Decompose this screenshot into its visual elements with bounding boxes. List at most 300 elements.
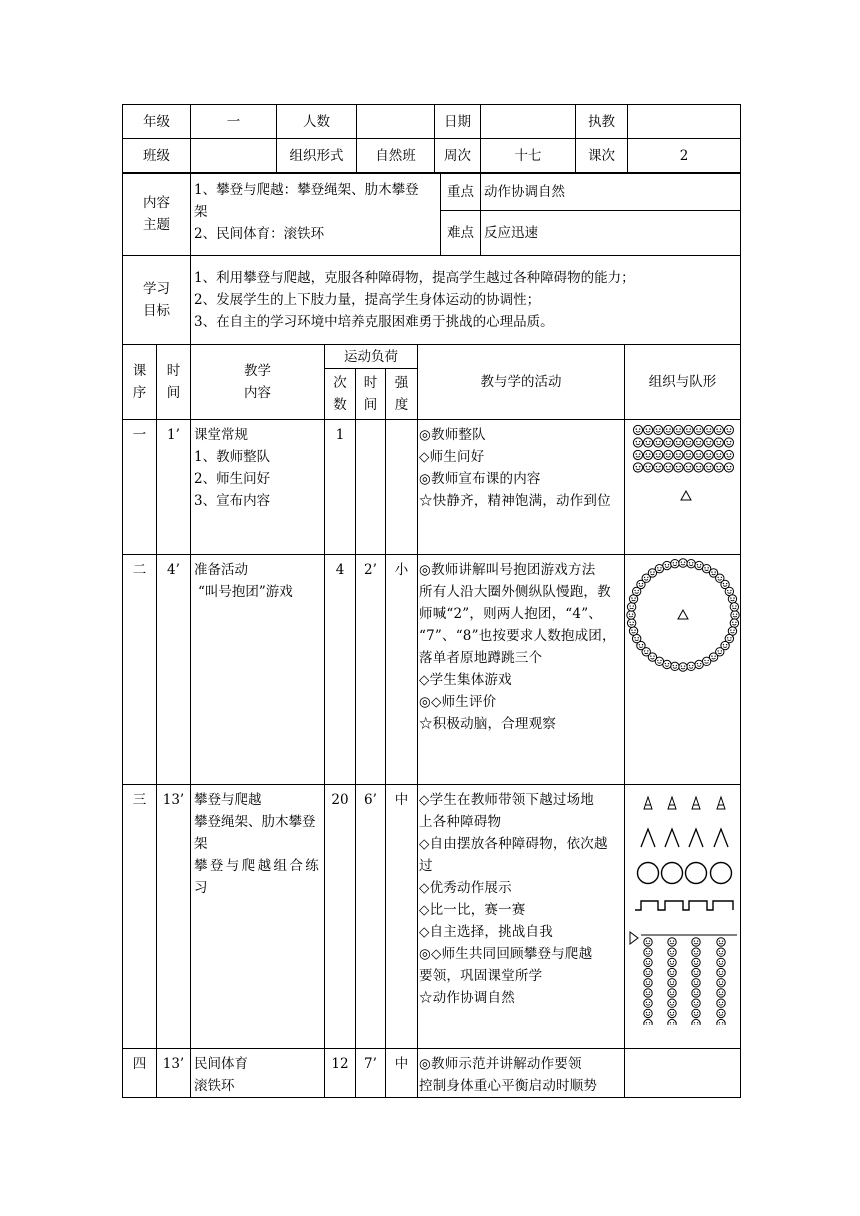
content-label-2: 主题 xyxy=(143,217,170,233)
section-activities xyxy=(418,420,625,555)
student-icon xyxy=(668,1009,676,1017)
student-eye xyxy=(706,428,707,429)
student-eye xyxy=(684,561,685,562)
student-head xyxy=(633,425,642,434)
teacher-value xyxy=(628,105,741,139)
student-eye xyxy=(720,453,721,454)
student-eye xyxy=(673,665,674,666)
col-intensity-2: 度 xyxy=(394,397,409,413)
content-line-3: 2、民间体育：滚铁环 xyxy=(194,226,325,242)
student-icon xyxy=(644,425,653,434)
activity-line: 师喊“2”，则两人抱团，“4”、 xyxy=(419,606,602,622)
student-head xyxy=(644,463,653,472)
student-eye xyxy=(716,428,717,429)
section-row xyxy=(123,420,741,555)
student-icon xyxy=(717,1009,725,1017)
content-label xyxy=(123,173,191,256)
student-eye xyxy=(669,453,670,454)
activity-line: ◇自主选择，挑战自我 xyxy=(419,924,553,940)
student-icon xyxy=(694,425,703,434)
student-icon xyxy=(724,438,733,447)
student-eye xyxy=(636,428,637,429)
student-head xyxy=(674,438,683,447)
student-eye xyxy=(660,567,661,568)
student-icon xyxy=(717,979,725,987)
student-eye xyxy=(708,660,709,661)
student-eye xyxy=(660,660,661,661)
student-eye xyxy=(646,1002,647,1003)
student-eye xyxy=(659,428,660,429)
student-head xyxy=(644,1009,652,1017)
activity-line: 要领，巩固课堂所学 xyxy=(419,968,543,984)
difficulty-value: 反应迅速 xyxy=(481,211,741,256)
col-teach-1: 教学 xyxy=(244,363,271,379)
student-eye xyxy=(649,1022,650,1023)
student-head xyxy=(728,595,736,603)
student-head xyxy=(644,938,652,946)
student-eye xyxy=(639,453,640,454)
student-head xyxy=(714,463,723,472)
formation-rows-cell xyxy=(625,420,741,555)
student-eye xyxy=(649,971,650,972)
student-eye xyxy=(670,971,671,972)
student-icon xyxy=(674,425,683,434)
goals-table xyxy=(122,255,741,345)
student-eye xyxy=(634,630,635,631)
student-head xyxy=(644,979,652,987)
section-row xyxy=(123,785,741,1049)
section-order: 二 xyxy=(123,555,157,785)
activity-line: ☆快静齐，精神饱满，动作到位 xyxy=(419,493,611,509)
student-eye xyxy=(696,441,697,442)
student-icon xyxy=(694,438,703,447)
student-eye xyxy=(634,637,635,638)
student-icon xyxy=(664,450,673,459)
student-head xyxy=(668,1009,676,1017)
student-head xyxy=(724,438,733,447)
student-icon xyxy=(724,463,733,472)
student-eye xyxy=(697,981,698,982)
student-head xyxy=(717,979,725,987)
student-eye xyxy=(670,961,671,962)
student-eye xyxy=(638,637,639,638)
student-eye xyxy=(642,583,643,584)
student-eye xyxy=(696,428,697,429)
student-icon xyxy=(644,463,653,472)
student-eye xyxy=(726,441,727,442)
student-icon xyxy=(668,958,676,966)
student-eye xyxy=(722,940,723,941)
student-eye xyxy=(659,441,660,442)
student-eye xyxy=(676,665,677,666)
student-head xyxy=(684,450,693,459)
student-icon xyxy=(654,463,663,472)
student-eye xyxy=(633,605,634,606)
student-head xyxy=(724,463,733,472)
col-teach-header xyxy=(191,345,325,420)
student-eye xyxy=(692,562,693,563)
student-eye xyxy=(646,466,647,467)
student-head xyxy=(679,663,687,671)
student-head xyxy=(714,425,723,434)
student-eye xyxy=(735,605,736,606)
formation-obstacles-cell xyxy=(625,785,741,1049)
content-line: 准备活动 xyxy=(194,562,248,578)
student-icon xyxy=(704,438,713,447)
section-load-time: 7’ xyxy=(356,1049,386,1098)
section-load-time xyxy=(356,420,386,555)
people-label: 人数 xyxy=(277,105,357,139)
activity-line: 所有人沿大圈外侧纵队慢跑，教 xyxy=(419,584,611,600)
student-head xyxy=(644,999,652,1007)
activity-line: ◇优秀动作展示 xyxy=(419,880,512,896)
student-eye xyxy=(697,1022,698,1023)
student-head xyxy=(668,1019,676,1025)
people-value xyxy=(357,105,435,139)
goal-item: 2、发展学生的上下肢力量，提高学生身体运动的协调性； xyxy=(194,292,541,308)
student-eye xyxy=(670,1002,671,1003)
col-intensity-header xyxy=(386,369,418,420)
student-eye xyxy=(700,663,701,664)
goals-label-1: 学习 xyxy=(143,281,170,297)
student-head xyxy=(668,968,676,976)
student-eye xyxy=(722,951,723,952)
student-icon xyxy=(704,463,713,472)
formation-empty-cell xyxy=(625,1049,741,1098)
student-eye xyxy=(673,1012,674,1013)
col-formation-header: 组织与队形 xyxy=(625,345,741,420)
content-line: 攀登与爬越组合练 xyxy=(194,858,322,874)
student-eye xyxy=(636,466,637,467)
student-head xyxy=(668,948,676,956)
header-table xyxy=(122,104,741,174)
lesson-value: 2 xyxy=(628,139,741,174)
student-head xyxy=(717,1019,725,1025)
student-icon xyxy=(674,450,683,459)
student-head xyxy=(692,958,700,966)
student-eye xyxy=(697,1002,698,1003)
section-load-time: 6’ xyxy=(356,785,386,1049)
student-eye xyxy=(666,441,667,442)
col-ltime-header xyxy=(356,369,386,420)
student-eye xyxy=(668,564,669,565)
student-head xyxy=(671,662,679,670)
student-icon xyxy=(695,660,703,668)
student-eye xyxy=(696,453,697,454)
student-eye xyxy=(644,577,645,578)
section-order: 三 xyxy=(123,785,157,1049)
hoop-icon xyxy=(638,863,659,884)
student-icon xyxy=(679,559,687,567)
activity-line: ◇师生问好 xyxy=(419,449,485,465)
section-content xyxy=(191,1049,325,1098)
student-eye xyxy=(730,630,731,631)
student-head xyxy=(695,660,703,668)
difficulty-label: 难点 xyxy=(441,211,481,256)
student-eye xyxy=(710,428,711,429)
org-label: 组织形式 xyxy=(277,139,357,174)
activity-line: “7”、“8”也按要求人数抱成团， xyxy=(419,628,616,644)
climbing-frame-icon xyxy=(641,829,655,847)
student-eye xyxy=(721,650,722,651)
activity-line: 上各种障碍物 xyxy=(419,814,502,830)
student-icon xyxy=(692,958,700,966)
key-label: 重点 xyxy=(441,173,481,211)
student-icon xyxy=(679,663,687,671)
student-head xyxy=(627,603,635,611)
student-icon xyxy=(694,450,703,459)
student-eye xyxy=(722,971,723,972)
student-eye xyxy=(721,577,722,578)
student-eye xyxy=(694,971,695,972)
student-head xyxy=(694,463,703,472)
key-value: 动作协调自然 xyxy=(481,173,741,211)
content-line: 课堂常规 xyxy=(194,427,248,443)
student-eye xyxy=(639,466,640,467)
student-eye xyxy=(634,597,635,598)
activity-line: ◇比一比，赛一赛 xyxy=(419,902,526,918)
student-eye xyxy=(646,961,647,962)
student-eye xyxy=(723,644,724,645)
student-icon xyxy=(687,662,695,670)
student-eye xyxy=(684,665,685,666)
section-load-time: 2’ xyxy=(356,555,386,785)
student-eye xyxy=(629,605,630,606)
student-eye xyxy=(700,441,701,442)
student-eye xyxy=(694,1002,695,1003)
student-eye xyxy=(719,940,720,941)
student-eye xyxy=(629,622,630,623)
student-eye xyxy=(656,441,657,442)
student-icon xyxy=(668,1019,676,1025)
student-head xyxy=(717,968,725,976)
student-eye xyxy=(722,981,723,982)
student-eye xyxy=(686,466,687,467)
student-eye xyxy=(716,466,717,467)
student-eye xyxy=(726,428,727,429)
student-icon xyxy=(717,968,725,976)
student-eye xyxy=(715,571,716,572)
student-eye xyxy=(718,577,719,578)
student-eye xyxy=(644,650,645,651)
student-head xyxy=(664,438,673,447)
activity-line: ◎教师整队 xyxy=(419,427,486,443)
student-eye xyxy=(732,605,733,606)
student-eye xyxy=(719,981,720,982)
student-eye xyxy=(670,951,671,952)
student-eye xyxy=(646,951,647,952)
goals-label xyxy=(123,256,191,345)
student-icon xyxy=(644,979,652,987)
activity-line: ☆积极动脑，合理观察 xyxy=(419,716,557,732)
col-intensity-1: 强 xyxy=(394,375,409,391)
student-head xyxy=(692,999,700,1007)
goal-item: 1、利用攀登与爬越，克服各种障碍物，提高学生越过各种障碍物的能力； xyxy=(194,270,635,286)
student-head xyxy=(668,938,676,946)
student-head xyxy=(644,948,652,956)
student-icon xyxy=(644,1009,652,1017)
student-eye xyxy=(722,1002,723,1003)
student-head xyxy=(694,450,703,459)
student-eye xyxy=(638,590,639,591)
student-head xyxy=(668,979,676,987)
student-head xyxy=(717,1009,725,1017)
student-head xyxy=(704,450,713,459)
student-eye xyxy=(730,597,731,598)
student-head xyxy=(717,948,725,956)
student-head xyxy=(668,989,676,997)
student-eye xyxy=(711,571,712,572)
student-eye xyxy=(679,466,680,467)
student-eye xyxy=(690,466,691,467)
student-eye xyxy=(649,453,650,454)
student-head xyxy=(654,463,663,472)
student-icon xyxy=(692,979,700,987)
student-eye xyxy=(639,428,640,429)
cone-icon xyxy=(717,797,725,809)
student-eye xyxy=(657,567,658,568)
student-icon xyxy=(730,603,738,611)
student-head xyxy=(654,425,663,434)
student-eye xyxy=(646,1022,647,1023)
student-eye xyxy=(656,428,657,429)
student-icon xyxy=(714,425,723,434)
student-eye xyxy=(722,1012,723,1013)
student-eye xyxy=(639,583,640,584)
student-icon xyxy=(684,438,693,447)
formation-circle-cell xyxy=(625,555,741,785)
student-eye xyxy=(676,441,677,442)
student-eye xyxy=(730,441,731,442)
grade-value: 一 xyxy=(191,105,277,139)
teacher-icon xyxy=(681,491,691,500)
activity-line: ◎教师讲解叫号抱团游戏方法 xyxy=(419,562,596,578)
student-eye xyxy=(710,453,711,454)
student-icon xyxy=(717,999,725,1007)
student-eye xyxy=(669,428,670,429)
student-icon xyxy=(633,438,642,447)
class-label: 班级 xyxy=(123,139,191,174)
org-value: 自然班 xyxy=(357,139,435,174)
student-eye xyxy=(646,428,647,429)
student-eye xyxy=(694,961,695,962)
student-head xyxy=(692,1009,700,1017)
student-eye xyxy=(716,441,717,442)
student-icon xyxy=(633,425,642,434)
activity-line: ◇学生集体游戏 xyxy=(419,672,512,688)
student-eye xyxy=(673,562,674,563)
student-head xyxy=(644,450,653,459)
student-icon xyxy=(644,989,652,997)
student-head xyxy=(668,999,676,1007)
section-count: 1 xyxy=(325,420,356,555)
student-eye xyxy=(697,991,698,992)
student-eye xyxy=(726,583,727,584)
activity-line: ☆动作协调自然 xyxy=(419,990,515,1006)
student-icon xyxy=(694,463,703,472)
content-line: 习 xyxy=(194,880,208,896)
student-eye xyxy=(681,665,682,666)
student-head xyxy=(679,559,687,567)
student-head xyxy=(692,968,700,976)
student-eye xyxy=(666,466,667,467)
student-icon xyxy=(714,450,723,459)
student-eye xyxy=(632,613,633,614)
student-head xyxy=(694,425,703,434)
goals-label-2: 目标 xyxy=(143,303,170,319)
student-eye xyxy=(690,428,691,429)
student-eye xyxy=(676,562,677,563)
student-eye xyxy=(665,564,666,565)
student-eye xyxy=(673,971,674,972)
student-eye xyxy=(723,583,724,584)
student-head xyxy=(730,619,738,627)
student-eye xyxy=(692,665,693,666)
student-icon xyxy=(692,968,700,976)
student-head xyxy=(644,968,652,976)
grade-label: 年级 xyxy=(123,105,191,139)
student-icon xyxy=(714,438,723,447)
student-eye xyxy=(646,981,647,982)
student-icon xyxy=(717,958,725,966)
section-time: 13’ xyxy=(157,1049,191,1098)
section-count: 4 xyxy=(325,555,356,785)
student-head xyxy=(671,559,679,567)
section-activities xyxy=(418,1049,625,1098)
student-head xyxy=(694,438,703,447)
student-eye xyxy=(716,453,717,454)
student-icon xyxy=(671,662,679,670)
wall-bars-icon xyxy=(635,901,733,910)
hoop-icon xyxy=(662,863,683,884)
student-head xyxy=(644,958,652,966)
student-icon xyxy=(724,425,733,434)
col-time-1: 时 xyxy=(166,363,181,379)
cone-icon xyxy=(692,797,700,809)
student-icon xyxy=(730,619,738,627)
section-count: 20 xyxy=(325,785,356,1049)
student-eye xyxy=(697,951,698,952)
student-icon xyxy=(664,425,673,434)
student-eye xyxy=(697,564,698,565)
student-icon xyxy=(704,425,713,434)
student-eye xyxy=(670,940,671,941)
activity-line: ◎◇师生共同回顾攀登与爬越 xyxy=(419,946,593,962)
student-eye xyxy=(634,590,635,591)
content-line-2: 架 xyxy=(194,204,208,220)
col-count-header xyxy=(325,369,356,420)
content-line: 3、宣布内容 xyxy=(194,493,271,509)
student-icon xyxy=(663,561,671,569)
student-eye xyxy=(720,428,721,429)
section-intensity: 中 xyxy=(386,785,418,1049)
student-head xyxy=(663,561,671,569)
student-eye xyxy=(673,940,674,941)
content-line: 滚铁环 xyxy=(194,1078,235,1094)
student-eye xyxy=(722,991,723,992)
climbing-frame-icon xyxy=(714,829,728,847)
col-time-2: 间 xyxy=(166,385,181,401)
student-head xyxy=(633,450,642,459)
student-head xyxy=(704,438,713,447)
student-icon xyxy=(692,938,700,946)
col-order-header xyxy=(123,345,157,420)
student-eye xyxy=(649,1002,650,1003)
student-head xyxy=(664,463,673,472)
student-eye xyxy=(719,1002,720,1003)
student-eye xyxy=(719,991,720,992)
student-eye xyxy=(710,466,711,467)
